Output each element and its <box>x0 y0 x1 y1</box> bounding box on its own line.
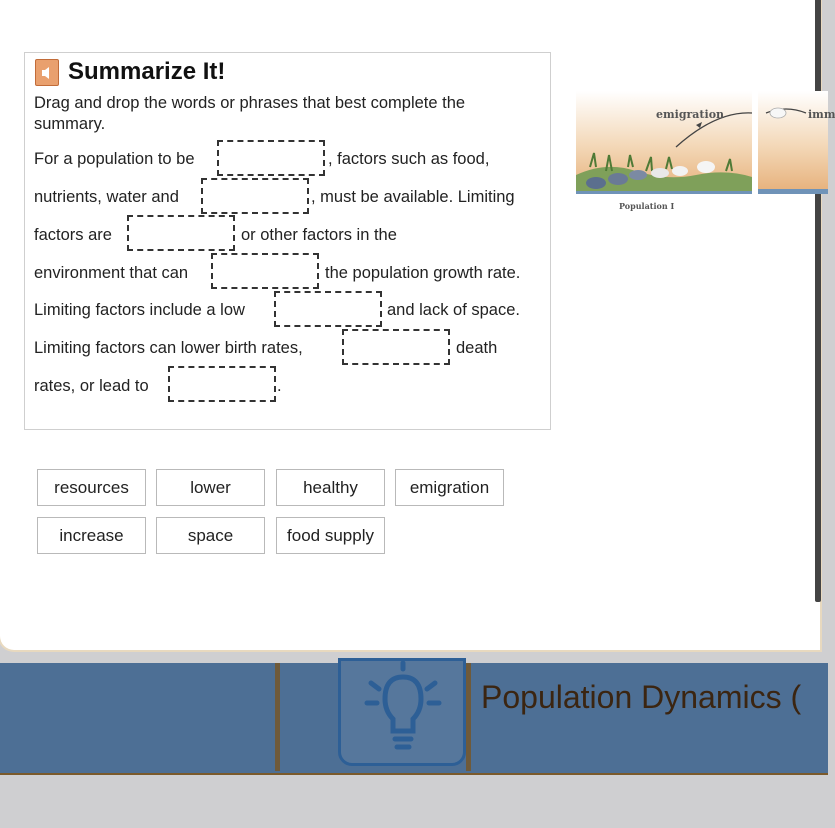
lesson-bar <box>0 663 828 775</box>
lightbulb-icon <box>341 661 463 763</box>
figure-label-population: Population I <box>619 201 675 211</box>
audio-button[interactable] <box>35 59 59 86</box>
summary-line-5-after: and lack of space. <box>387 301 520 319</box>
drop-target-5[interactable] <box>274 291 382 327</box>
summary-line-6-before: Limiting factors can lower birth rates, <box>34 339 303 357</box>
summary-line-4-before: environment that can <box>34 264 189 282</box>
bar-divider <box>466 663 471 771</box>
summary-line-3-after: or other factors in the <box>241 226 397 244</box>
word-chip-food-supply[interactable]: food supply <box>276 517 385 554</box>
summary-line-1-after: , factors such as food, <box>328 150 490 168</box>
bar-divider <box>275 663 280 771</box>
word-chip-lower[interactable]: lower <box>156 469 265 506</box>
summary-line-6-after: death <box>456 339 498 357</box>
figure-label-immigration: imm <box>808 108 835 121</box>
lesson-title: Population Dynamics ( <box>481 679 802 715</box>
figure-label-emigration: emigration <box>656 108 725 121</box>
word-chip-space[interactable]: space <box>156 517 265 554</box>
population-figure <box>576 91 835 215</box>
word-chip-increase[interactable]: increase <box>37 517 146 554</box>
drop-target-6[interactable] <box>342 329 450 365</box>
word-chip-healthy[interactable]: healthy <box>276 469 385 506</box>
drop-target-1[interactable] <box>217 140 325 176</box>
summary-line-2-before: nutrients, water and <box>34 188 179 206</box>
speaker-icon <box>39 65 55 81</box>
summary-line-1-before: For a population to be <box>34 150 195 168</box>
drop-target-7[interactable] <box>168 366 276 402</box>
drop-target-3[interactable] <box>127 215 235 251</box>
summary-line-7-after: . <box>277 377 282 395</box>
drop-target-2[interactable] <box>201 178 309 214</box>
summary-line-7-before: rates, or lead to <box>34 377 149 395</box>
lightbulb-button[interactable] <box>338 658 466 766</box>
summary-line-3-before: factors are <box>34 226 112 244</box>
summary-line-5-before: Limiting factors include a low <box>34 301 245 319</box>
word-chip-resources[interactable]: resources <box>37 469 146 506</box>
summary-instructions: Drag and drop the words or phrases that best complete the summary. <box>34 94 466 133</box>
word-chip-emigration[interactable]: emigration <box>395 469 504 506</box>
summary-title: Summarize It! <box>68 58 226 85</box>
drop-target-4[interactable] <box>211 253 319 289</box>
summary-line-2-after: , must be available. Limiting <box>311 188 515 206</box>
summary-line-4-after: the population growth rate. <box>325 264 521 282</box>
